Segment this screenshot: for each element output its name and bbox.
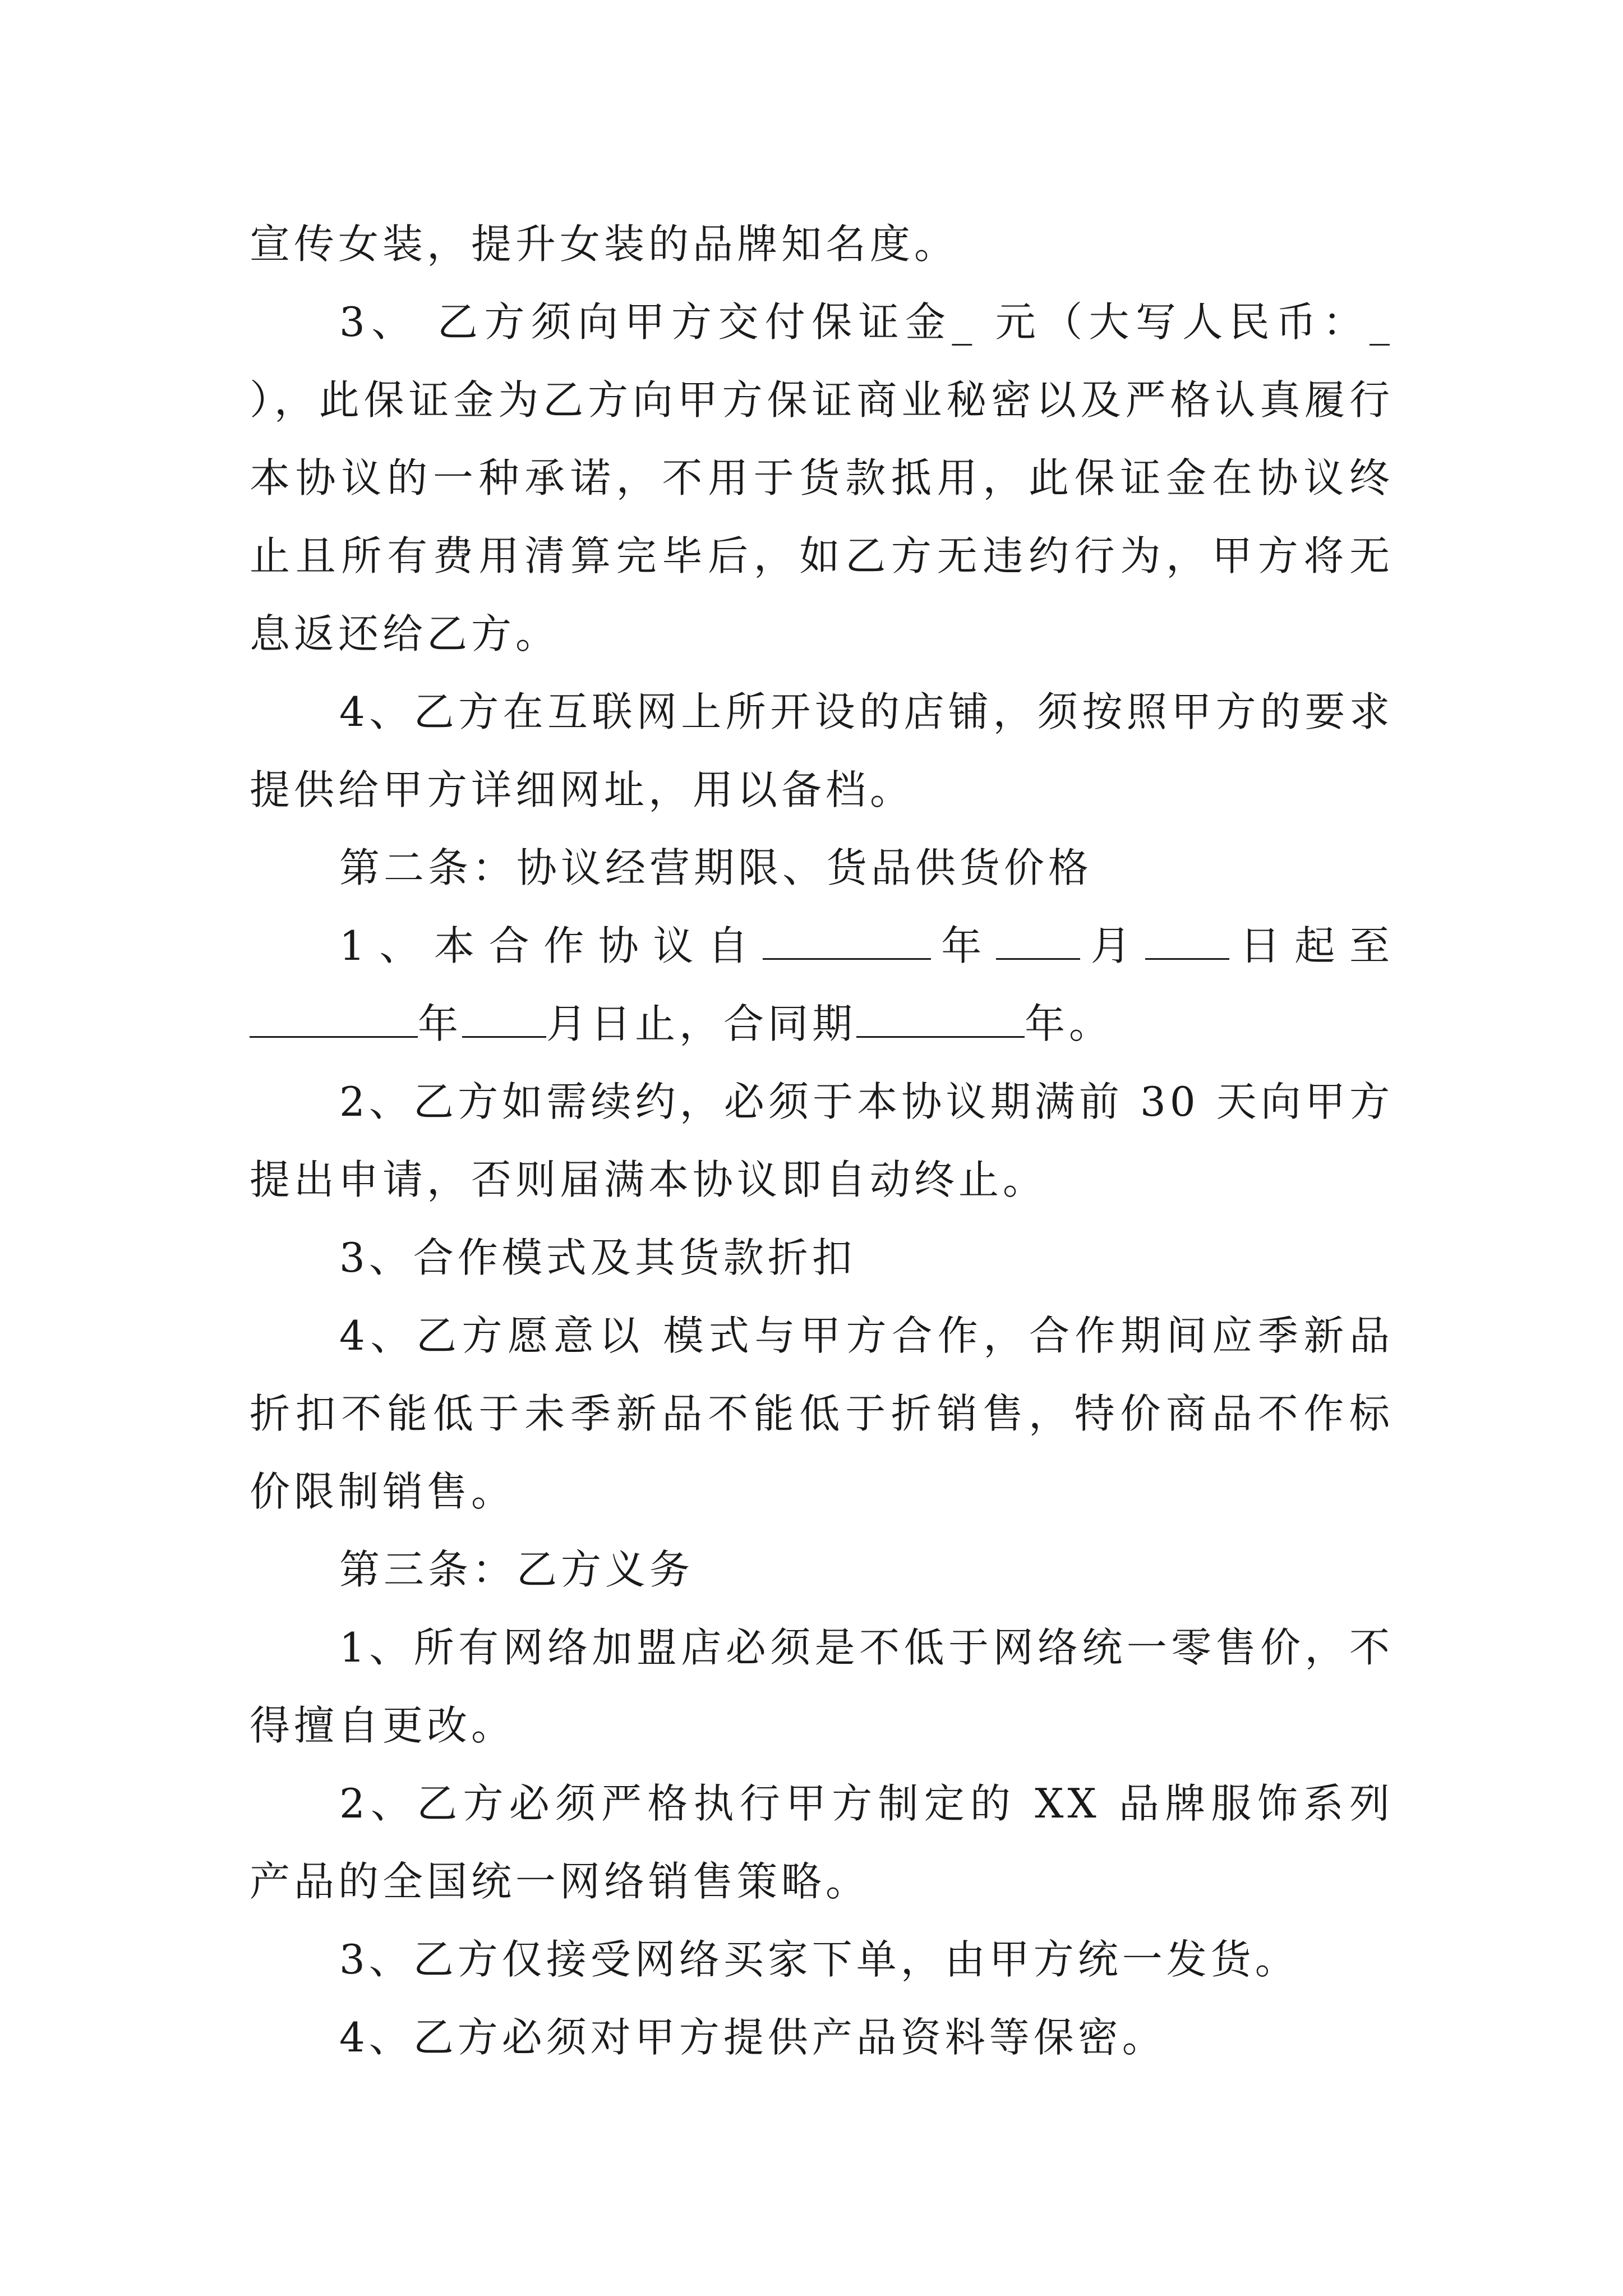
blank-start-month <box>996 924 1080 960</box>
section-heading-article-2: 第二条：协议经营期限、货品供货价格 <box>339 844 1093 891</box>
paragraph-cooperation-mode: 3、合作模式及其货款折扣 <box>339 1234 856 1281</box>
term-text-start: 1、本合作协议自 <box>339 922 763 969</box>
paragraph-retail-price: 1、所有网络加盟店必须是不低于网络统一零售价，不得擅自更改。 <box>250 1624 1394 1749</box>
paragraph-store-url: 4、乙方在互联网上所开设的店铺，须按照甲方的要求提供给甲方详细网址，用以备档。 <box>250 688 1394 813</box>
blank-start-year <box>763 924 931 960</box>
blank-contract-period <box>856 1002 1025 1038</box>
blank-start-day <box>1145 924 1229 960</box>
term-text-year: 年 <box>930 922 996 969</box>
section-heading-article-3: 第三条：乙方义务 <box>339 1546 694 1593</box>
paragraph-confidentiality: 4、乙方必须对甲方提供产品资料等保密。 <box>339 2014 1166 2061</box>
paragraph-agreement-term <box>250 907 1394 1063</box>
blank-end-month <box>462 1002 546 1038</box>
blank-end-year <box>250 1002 418 1038</box>
paragraph-brand-promotion: 宣传女装，提升女装的品牌知名度。 <box>250 220 959 268</box>
paragraph-renewal: 2、乙方如需续约，必须于本协议期满前 30 天向甲方提出申请，否则届满本协议即自动终止。 <box>250 1078 1394 1203</box>
paragraph-deposit: 3、 乙方须向甲方交付保证金_ 元（大写人民币：_ ），此保证金为乙方向甲方保证商业秘密以及严格认真履行本协议的一种承诺，不用于货款抵用，此保证金在协议终止且所有费用清算完毕后，如乙方无违约行为，甲方将无息返还给乙方。 <box>250 298 1394 657</box>
document-page <box>250 205 1394 2077</box>
term-text-end-year: 年 <box>418 1000 463 1047</box>
paragraph-discount: 4、乙方愿意以 模式与甲方合作，合作期间应季新品折扣不能低于未季新品不能低于折销售，特价商品不作标价限制销售。 <box>250 1312 1394 1515</box>
term-text-years: 年。 <box>1025 1000 1114 1047</box>
paragraph-sales-strategy: 2、乙方必须严格执行甲方制定的 XX 品牌服饰系列产品的全国统一网络销售策略。 <box>250 1780 1394 1905</box>
term-text-until: 日起至 <box>1229 922 1394 969</box>
term-text-period: 月日止，合同期 <box>546 1000 857 1047</box>
paragraph-shipping: 3、乙方仅接受网络买家下单，由甲方统一发货。 <box>339 1936 1299 1983</box>
term-text-month: 月 <box>1080 922 1146 969</box>
